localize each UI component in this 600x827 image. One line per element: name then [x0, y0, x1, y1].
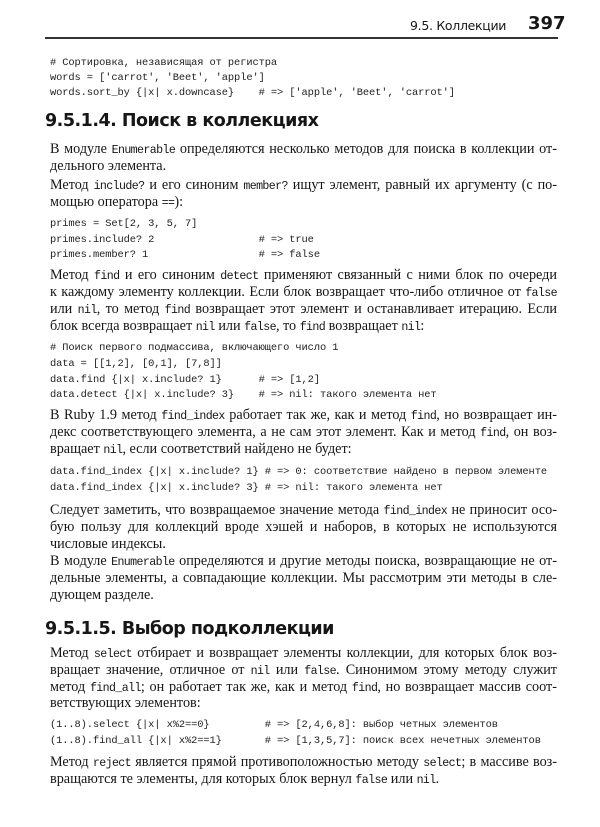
code-line: data.detect {|x| x.include? 3} # => nil: такого элемента нет — [50, 389, 437, 401]
code-line: primes.member? 1 # => false — [50, 249, 320, 261]
inline-code: select — [423, 757, 462, 770]
code-line: primes.include? 2 # => true — [50, 234, 314, 246]
running-header-section: 9.5. Коллекции — [410, 18, 507, 33]
inline-code: nil — [77, 304, 97, 317]
header-rule — [45, 37, 558, 39]
code-line: data.find_index {|x| x.include? 1} # => 0: соответствие найдено в первом элементе — [50, 466, 547, 478]
code-line: data.find {|x| x.include? 1} # => [1,2] — [50, 374, 320, 386]
code-line: (1..8).select {|x| x%2==0} # => [2,4,6,8]: выбор четных элементов — [50, 719, 498, 731]
paragraph-line: или nil, то метод find возвращает этот элемент и останавливает итерацию. Если — [50, 301, 557, 317]
inline-code: nil — [103, 444, 123, 457]
paragraph-line: метод find_all; он работает так же, как и метод find, но возвращает массив соот- — [50, 679, 557, 695]
paragraph-line: дующем разделе. — [50, 587, 154, 603]
inline-code: find — [94, 270, 120, 283]
paragraph-line: к каждому элементу коллекции. Если блок возвращает что-либо отличное от false — [50, 284, 557, 300]
inline-code: detect — [220, 270, 259, 283]
code-line: words = ['carrot', 'Beet', 'apple'] — [50, 72, 265, 84]
paragraph-line: вращает nil, если соответствий найдено не будет: — [50, 441, 352, 457]
paragraph-line: декс соответствующего элемента, а не сам этот элемент. Как и метод find, он воз- — [50, 424, 557, 440]
paragraph-line: дельные элементы, а совпадающие коллекции. Мы рассмотрим эти методы в сле- — [50, 570, 557, 586]
inline-code: Enumerable — [111, 556, 175, 569]
inline-code: include? — [93, 180, 145, 193]
paragraph-line: числовые индексы. — [50, 536, 166, 552]
inline-code: Enumerable — [111, 144, 176, 157]
section-heading: 9.5.1.5. Выбор подколлекции — [45, 619, 334, 639]
inline-code: find_all — [89, 682, 141, 695]
inline-code: == — [161, 197, 175, 210]
inline-code: select — [93, 648, 133, 661]
page-number: 397 — [528, 13, 566, 34]
paragraph-line: Метод select отбирает и возвращает элементы коллекции, для которых блок воз- — [50, 645, 557, 661]
paragraph-line: В Ruby 1.9 метод find_index работает так же, как и метод find, но возвращает ин- — [50, 407, 557, 423]
paragraph-line: бую пользу для коллекций вроде хэшей и наборов, в которых не используются — [50, 519, 557, 535]
paragraph-line: вращает значение, отличное от nil или false. Синонимом этому методу служит — [50, 662, 557, 678]
paragraph-line: вращаются те элементы, для которых блок вернул false или nil. — [50, 771, 440, 787]
paragraph-line: Метод reject является прямой противоположностью методу select; в массиве воз- — [50, 754, 557, 770]
paragraph-line: блок всегда возвращает nil или false, то find возвращает nil: — [50, 318, 425, 334]
inline-code: find — [164, 304, 191, 317]
inline-code: reject — [92, 757, 132, 770]
inline-code: false — [244, 321, 276, 334]
code-line: # Поиск первого подмассива, включающего число 1 — [50, 342, 339, 354]
code-line: primes = Set[2, 3, 5, 7] — [50, 218, 198, 230]
paragraph-line: В модуле Enumerable определяются несколько методов для поиска в коллекции от- — [50, 141, 557, 157]
inline-code: find_index — [383, 505, 448, 518]
paragraph-line: Следует заметить, что возвращаемое значение метода find_index не приносит осо- — [50, 502, 557, 518]
section-heading: 9.5.1.4. Поиск в коллекциях — [45, 111, 319, 131]
paragraph-line: мощью оператора ==): — [50, 194, 184, 210]
paragraph-line: ветствующих элементов: — [50, 695, 201, 711]
inline-code: member? — [243, 180, 288, 193]
inline-code: nil — [416, 774, 436, 787]
inline-code: nil — [195, 321, 215, 334]
inline-code: find — [410, 410, 437, 423]
inline-code: find — [351, 682, 378, 695]
paragraph-line: В модуле Enumerable определяются и другие методы поиска, возвращающие не от- — [50, 553, 557, 569]
inline-code: nil — [250, 665, 270, 678]
inline-code: find — [299, 321, 326, 334]
paragraph-line: дельного элемента. — [50, 158, 167, 174]
code-line: # Сортировка, независящая от регистра — [50, 57, 278, 69]
code-line: data = [[1,2], [0,1], [7,8]] — [50, 358, 222, 370]
inline-code: false — [304, 665, 337, 678]
code-line: words.sort_by {|x| x.downcase} # => ['apple', 'Beet', 'carrot'] — [50, 87, 455, 99]
paragraph-line: Метод include? и его синоним member? ищут элемент, равный их аргументу (с по- — [50, 177, 557, 193]
code-line: data.find_index {|x| x.include? 3} # => nil: такого элемента нет — [50, 482, 443, 494]
code-line: (1..8).find_all {|x| x%2==1} # => [1,3,5,7]: поиск всех нечетных элементов — [50, 735, 541, 747]
inline-code: find — [480, 427, 506, 440]
paragraph-line: Метод find и его синоним detect применяют связанный с ними блок по очереди — [50, 267, 557, 283]
inline-code: nil — [401, 321, 421, 334]
inline-code: false — [525, 287, 557, 300]
inline-code: false — [355, 774, 388, 787]
inline-code: find_index — [161, 410, 225, 423]
